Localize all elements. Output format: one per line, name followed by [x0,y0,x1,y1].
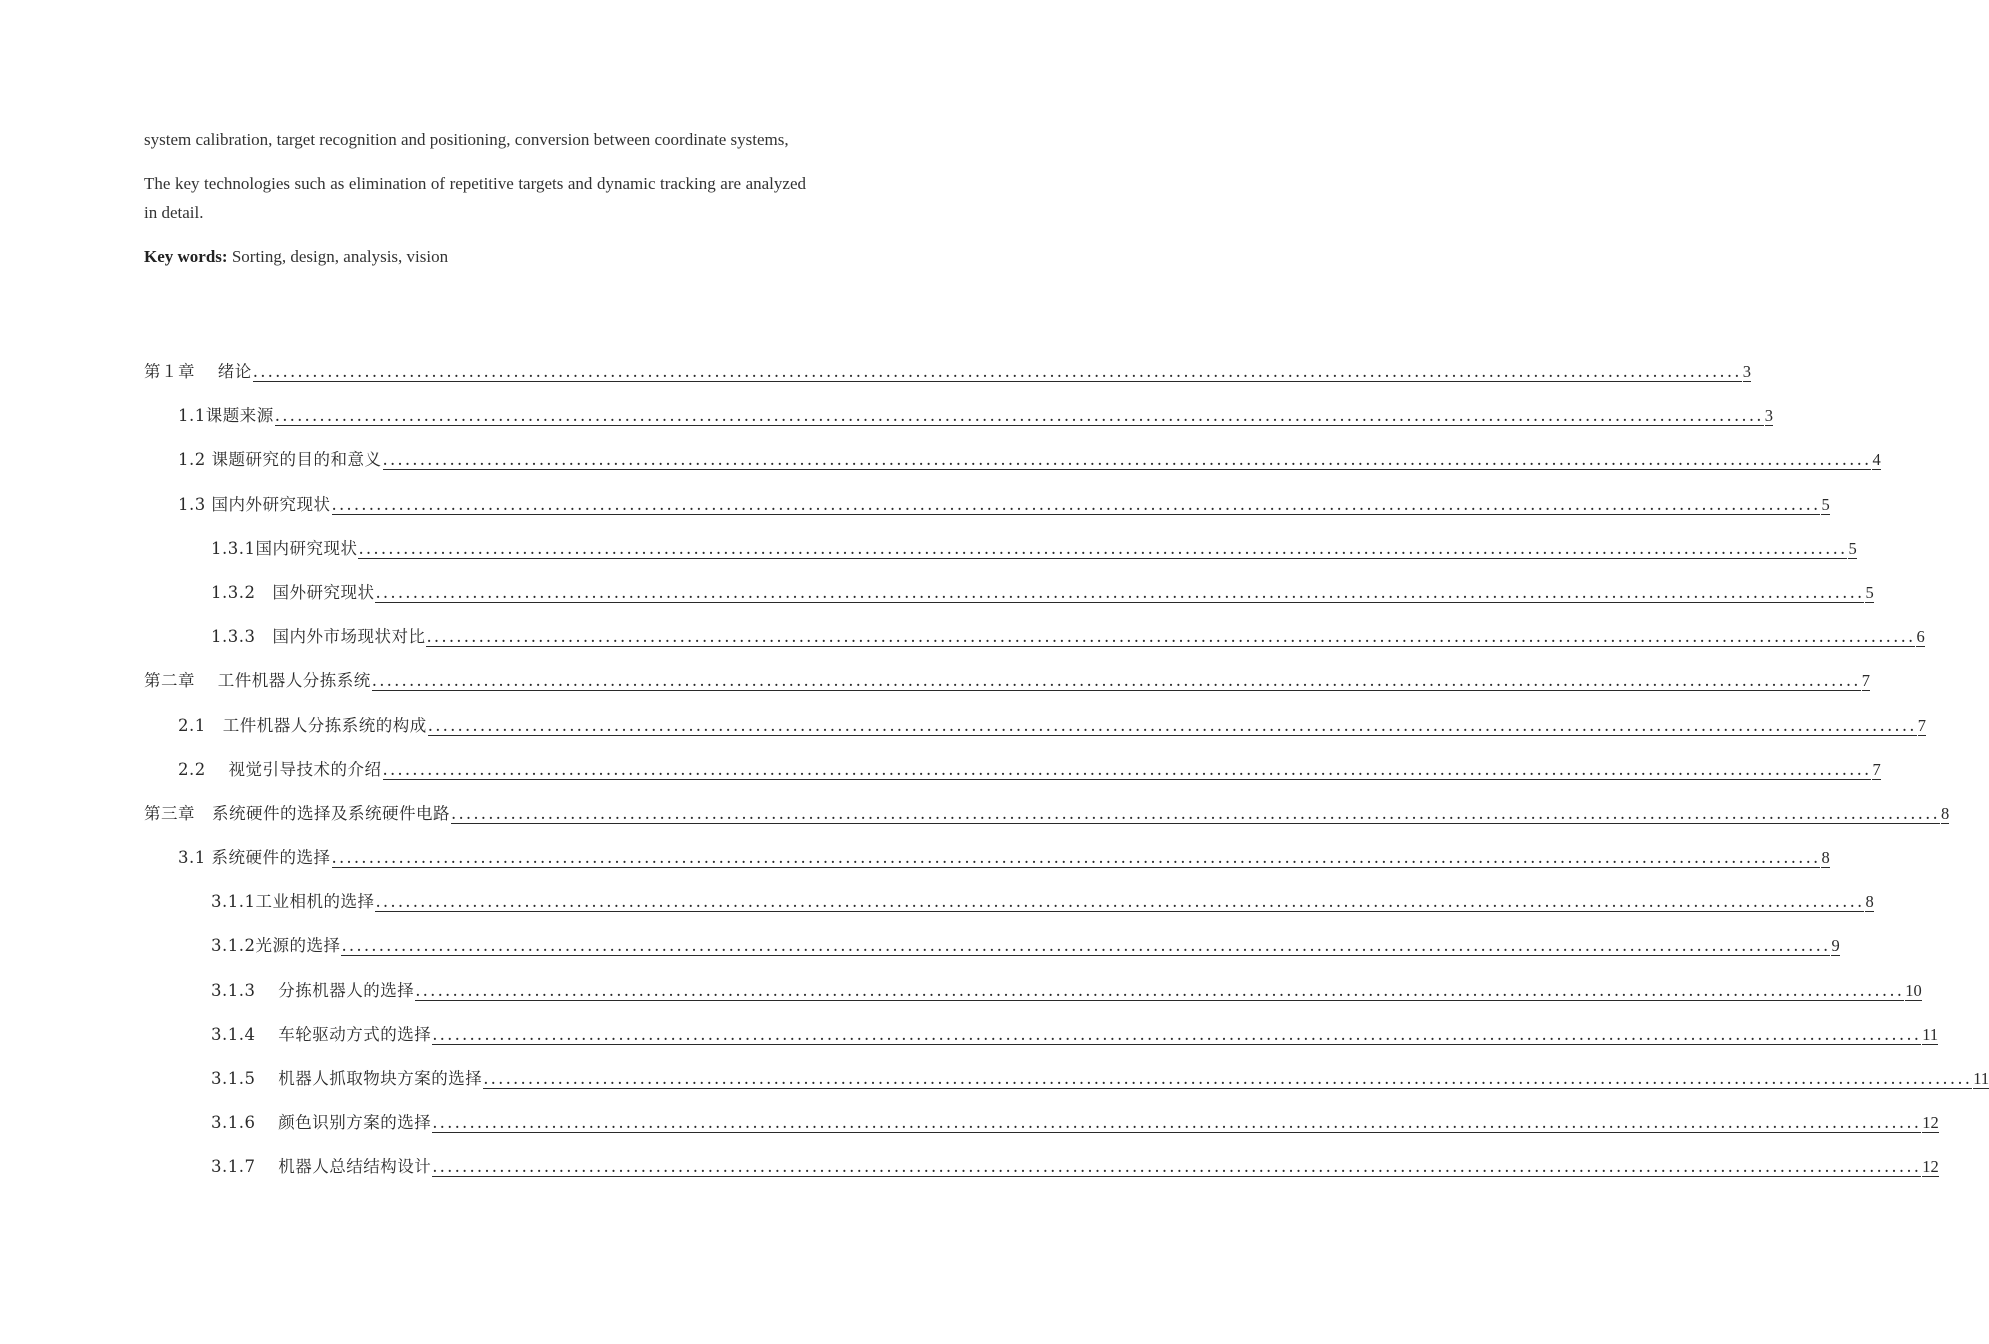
toc-dot-leader: ........................................................................................................................................................................................................ [375,892,1865,912]
toc-entry-title: 第二章 工件机器人分拣系统 [144,671,371,691]
abstract-paragraph-1: system calibration, target recognition and positioning, conversion between coordinate systems, [144,130,789,149]
toc-entry[interactable] [144,623,1925,667]
toc-entry-title: 2.2 视觉引导技术的介绍 [178,759,382,779]
toc-entry-title: 3.1.5 机器人抓取物块方案的选择 [211,1069,483,1088]
toc-entry-page-number: 8 [1940,803,1950,823]
toc-entry[interactable] [144,1021,1939,1065]
toc-entry[interactable] [144,1109,1939,1153]
toc-entry-title: 3.1.3 分拣机器人的选择 [211,980,415,1000]
toc-entry-title: 第１章 绪论 [144,362,252,381]
toc-dot-leader: ........................................................................................................................................................................................................ [415,980,1905,1000]
toc-entry-title: 第三章 系统硬件的选择及系统硬件电路 [144,803,450,823]
toc-entry-page-number: 8 [1821,848,1830,868]
toc-entry-page-number: 10 [1905,980,1922,1000]
toc-dot-leader: ........................................................................................................................................................................................................ [382,450,1872,470]
toc-dot-leader: ........................................................................................................................................................................................................ [432,1157,1922,1177]
toc-entry-title: 1.3.3 国内外市场现状对比 [211,627,426,647]
toc-entry[interactable] [144,535,1857,579]
toc-entry-page-number: 3 [1764,406,1773,426]
toc-entry-title: 1.3.1国内研究现状 [211,538,358,558]
abstract-paragraph-2: The key technologies such as elimination of repetitive targets and dynamic tracking are analyzed in detail. [144,174,806,222]
toc-entry-title: 1.2 课题研究的目的和意义 [178,450,382,470]
toc-entry-title: 1.3.2 国外研究现状 [211,582,375,602]
keywords-value: Sorting, design, analysis, vision [227,247,449,266]
toc-dot-leader: ........................................................................................................................................................................................................ [331,848,1821,868]
toc-entry-title: 1.1课题来源 [178,406,274,426]
toc-entry-page-number: 3 [1742,362,1751,381]
toc-dot-leader: ........................................................................................................................................................................................................ [341,936,1831,956]
toc-entry[interactable] [144,491,1830,535]
toc-entry-page-number: 9 [1831,936,1840,956]
toc-entry-page-number: 7 [1861,671,1870,691]
toc-dot-leader: ........................................................................................................................................................................................................ [427,715,1917,735]
toc-entry[interactable] [144,667,1870,711]
toc-entry-title: 1.3 国内外研究现状 [178,494,331,514]
abstract-section [144,125,806,271]
toc-entry-page-number: 5 [1865,582,1874,602]
toc-dot-leader: ........................................................................................................................................................................................................ [426,627,1916,647]
toc-entry[interactable] [144,844,1830,888]
keywords-label: Key words: [144,247,228,266]
toc-dot-leader: ........................................................................................................................................................................................................ [382,759,1872,779]
toc-entry-page-number: 7 [1917,715,1926,735]
toc-entry-page-number: 4 [1872,450,1881,470]
toc-entry-title: 3.1.2光源的选择 [211,936,341,956]
table-of-contents [144,358,1989,1198]
toc-entry[interactable] [144,358,1751,402]
toc-dot-leader: ........................................................................................................................................................................................................ [252,362,1742,381]
toc-dot-leader: ........................................................................................................................................................................................................ [331,494,1821,514]
toc-entry[interactable] [144,1065,1989,1109]
toc-entry[interactable] [144,402,1773,446]
toc-dot-leader: ........................................................................................................................................................................................................ [358,538,1848,558]
toc-entry-page-number: 11 [1922,1024,1939,1044]
toc-entry-title: 3.1.7 机器人总结结构设计 [211,1157,432,1177]
toc-dot-leader: ........................................................................................................................................................................................................ [432,1024,1922,1044]
toc-entry-title: 3.1 系统硬件的选择 [178,848,331,868]
toc-dot-leader: ........................................................................................................................................................................................................ [375,582,1865,602]
toc-dot-leader: ........................................................................................................................................................................................................ [371,671,1861,691]
toc-dot-leader: ........................................................................................................................................................................................................ [451,803,1940,823]
toc-entry-page-number: 5 [1848,538,1857,558]
toc-entry[interactable] [144,756,1881,800]
toc-entry[interactable] [144,888,1874,932]
toc-dot-leader: ........................................................................................................................................................................................................ [432,1113,1922,1133]
toc-entry[interactable] [144,800,1950,844]
toc-entry[interactable] [144,977,1922,1021]
toc-entry-page-number: 6 [1916,627,1925,647]
toc-entry[interactable] [144,579,1874,623]
toc-dot-leader: ........................................................................................................................................................................................................ [483,1069,1973,1088]
toc-entry-page-number: 8 [1865,892,1874,912]
toc-entry-page-number: 12 [1922,1157,1939,1177]
toc-entry[interactable] [144,446,1881,490]
toc-dot-leader: ........................................................................................................................................................................................................ [274,406,1764,426]
toc-entry[interactable] [144,1153,1939,1197]
toc-entry[interactable] [144,932,1840,976]
toc-entry-title: 3.1.6 颜色识别方案的选择 [211,1113,432,1133]
toc-entry-title: 2.1 工件机器人分拣系统的构成 [178,715,427,735]
toc-entry-page-number: 7 [1872,759,1881,779]
toc-entry-title: 3.1.1工业相机的选择 [211,892,375,912]
toc-entry[interactable] [144,712,1926,756]
toc-entry-page-number: 5 [1821,494,1830,514]
toc-entry-page-number: 11 [1973,1069,1989,1088]
toc-entry-page-number: 12 [1922,1113,1939,1133]
keywords-line [144,242,806,271]
toc-entry-title: 3.1.4 车轮驱动方式的选择 [211,1024,432,1044]
